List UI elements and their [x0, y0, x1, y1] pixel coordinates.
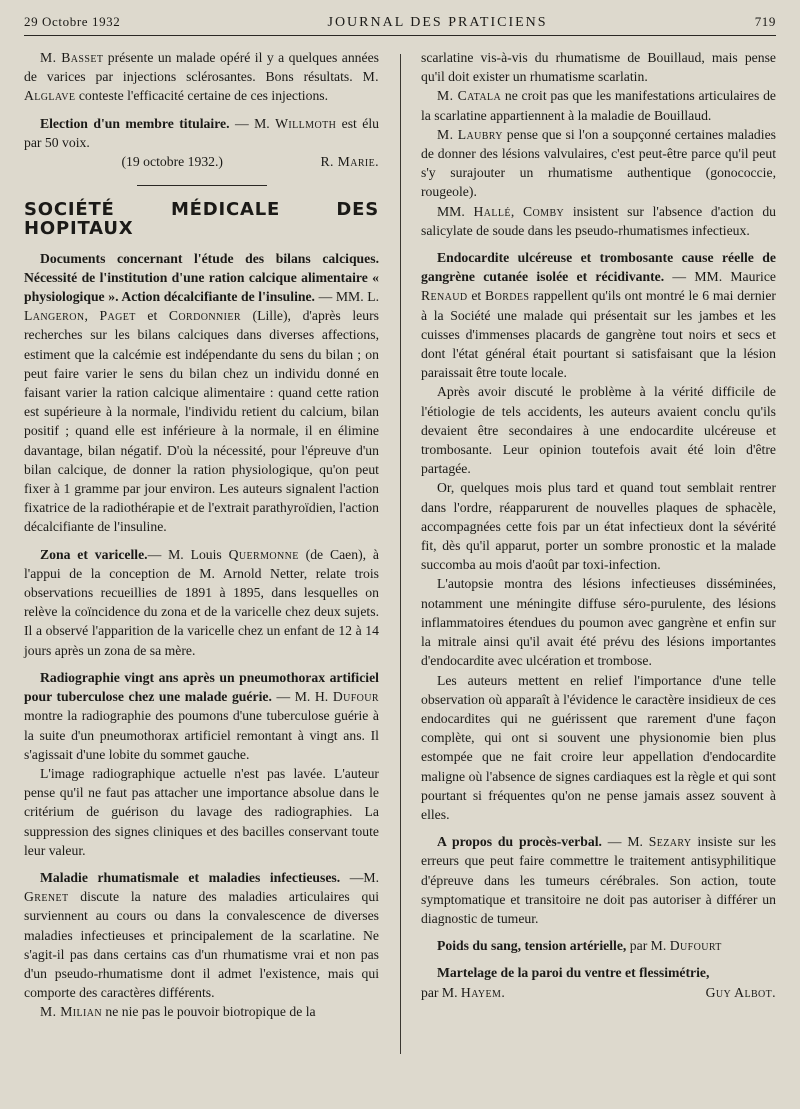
- divider: [137, 185, 267, 186]
- paragraph: scarlatine vis-à-vis du rhumatisme de Bouillaud, mais pense qu'il doit exister un rhumatisme scarlatin.: [421, 50, 776, 85]
- paragraph: M. Basset présente un malade opéré il y a quelques années de varices par injections sclérosantes. Bons résultats. M. Alglave conteste l'efficacité certaine de ces injections.: [24, 50, 380, 104]
- journal-title: JOURNAL DES PRATICIENS: [327, 15, 548, 30]
- page-number: 719: [754, 14, 776, 29]
- election-paragraph: Election d'un membre titulaire. — M. Willmoth est élu par 50 voix.: [24, 115, 380, 150]
- paragraph: Martelage de la paroi du ventre et flessimétrie,: [437, 965, 710, 981]
- paragraph: Les auteurs mettent en relief l'importance d'une telle observation où apparaît à l'évidence le caractère insidieux de ces endocardites qui ne guérissent que rarement d'une façon complète, qui ont si souvent une physionomie bien plus estompée que ne fait croire leur appellation d'endocardite maligne où l'absence de signes cardiaques est la règle et qui sont pourtant si fréquentes qu'on ne pense jamais assez souvent à elles.: [421, 672, 776, 822]
- paragraph: Documents concernant l'étude des bilans calciques. Nécessité de l'institution d'une ration calcique alimentaire « physiologique ». Action décalcifiante de l'insuline. — MM. L. Langeron, Paget et Cordonnier (Lille), d'après leurs recherches sur les bilans calciques dans diverses affections, estiment que la calcémie est indépendante du sens du bilan ; on peut faire varier le sens du bilan chez un individu donné en faisant varier la ration calcique alimentaire : quand cette ration est supérieure à la normale, l'individu retient du calcium, bilan positif ; quand elle est inférieure à la normale, il en élimine davantage, bilan négatif. D'où la nécessité, pour l'épreuve d'un bilan calcique, de donner la ration physiologique, qu'on peut fixer à 1 gramme par jour environ. Les auteurs signalent l'action fixatrice de la radiothérapie et de l'extrait parathyroïdien, l'action décalcifiante de l'insuline.: [24, 250, 379, 535]
- paragraph: M. Catala ne croit pas que les manifestations articulaires de la scarlatine appartiennent à la maladie de Bouillaud.: [421, 88, 777, 123]
- header-date: 29 Octobre 1932: [24, 14, 121, 29]
- right-column: [421, 48, 776, 1054]
- paragraph: Maladie rhumatismale et maladies infectieuses. —M. Grenet discute la nature des maladies articulaires qui surviennent au cours ou dans la convalescence de diverses maladies infectieuses et principalement de la scarlatine. Ne s'agit-il pas dans certains cas d'un rhumatisme vrai et non pas d'un pseudo-rhumatisme dont il admet l'existence, mais qui comporte des caractères différents.: [24, 869, 380, 1001]
- paragraph: Poids du sang, tension artérielle, par M. Dufourt: [437, 938, 722, 954]
- paragraph: Or, quelques mois plus tard et quand tout semblait rentrer dans l'ordre, réapparurent de nouvelles plaques de sphacèle, accompagnées cette fois par un état infectieux dont la sévérité fit, dès qu'il apparut, porter un sombre pronostic et la malade succomba au mois d'août par toxi-infection.: [421, 480, 776, 573]
- paragraph: A propos du procès-verbal. — M. Sezary insiste sur les erreurs que peut faire commettre le traitement antisyphilitique d'épreuve dans les tumeurs cérébrales. Son action, toute symptomatique et transitoire ne doit pas autoriser à différer un diagnostic de tumeur.: [421, 834, 777, 926]
- section-title: SOCIÉTÉ MÉDICALE DES HOPITAUX: [24, 199, 379, 240]
- paragraph: M. Milian ne nie pas le pouvoir biotropique de la: [40, 1004, 316, 1020]
- paragraph: L'autopsie montra des lésions infectieuses disséminées, notamment une méningite diffuse séro-purulente, des lésions inflammatoires étendues du poumon avec gangrène et enfin sur la mitrale ainsi qu'il avait été prévu des lésions importantes d'endocardite avec ulcération et trombose.: [421, 576, 776, 669]
- election-signature: (19 octobre 1932.) R. Marie.: [121, 154, 379, 170]
- page-header: [24, 14, 776, 36]
- two-column-body: [24, 48, 776, 1054]
- left-column: [24, 48, 379, 1054]
- paragraph: L'image radiographique actuelle n'est pas lavée. L'auteur pense qu'il ne faut pas attacher une importance absolue dans le critérium de guérison du lavage des radiographies. La suppression des signes cliniques et des bacilles conservant toute leur valeur.: [24, 765, 379, 858]
- paragraph: MM. Hallé, Comby insistent sur l'absence d'action du salicylate de soude dans les pseudo-rhumatismes infectieux.: [421, 203, 777, 238]
- signature-line: par M. Hayem. Guy Albot.: [421, 984, 776, 1000]
- paragraph: Endocardite ulcéreuse et trombosante cause réelle de gangrène cutanée isolée et récidivante. — MM. Maurice Renaud et Bordes rappellent qu'ils ont montré le 6 mai dernier à la Société une malade qui présentait sur les jambes et les cuisses d'immenses placards de gangrène tout noirs et secs et dont l'état général était pourtant si satisfaisant que la lésion paraissait être toute locale.: [421, 250, 776, 381]
- paragraph: Radiographie vingt ans après un pneumothorax artificiel pour tuberculose chez une malade guérie. — M. H. Dufour montre la radiographie des poumons d'une tuberculose guérie à la suite d'un pneumothorax artificiel remontant à vingt ans. Il s'agissait d'une lobite du sommet gauche.: [24, 669, 379, 762]
- paragraph: Après avoir discuté le problème à la vérité difficile de l'étiologie de tels accidents, les auteurs avaient conclu qu'ils devaient être secondaires à une endocardite ulcéreuse et trombosante. Leur opinion toutefois avait été loin d'être partagée.: [421, 384, 776, 477]
- column-divider: [400, 54, 401, 1054]
- paragraph: Zona et varicelle.— M. Louis Quermonne (de Caen), à l'appui de la conception de M. Arnold Netter, relate trois observations recueillies de 1891 à 1895, dans lesquelles on relève la coïncidence du zona et de la varicelle chez deux sujets. Il a observé l'apparition de la varicelle chez un enfant de 12 à 14 jours après un zona de sa mère.: [24, 546, 379, 658]
- paragraph: M. Laubry pense que si l'on a soupçonné certaines maladies de donner des lésions valvulaires, c'est peut-être parce qu'il peut s'y surajouter un rhumatisme authentique (gonococcie, rougeole).: [421, 126, 776, 200]
